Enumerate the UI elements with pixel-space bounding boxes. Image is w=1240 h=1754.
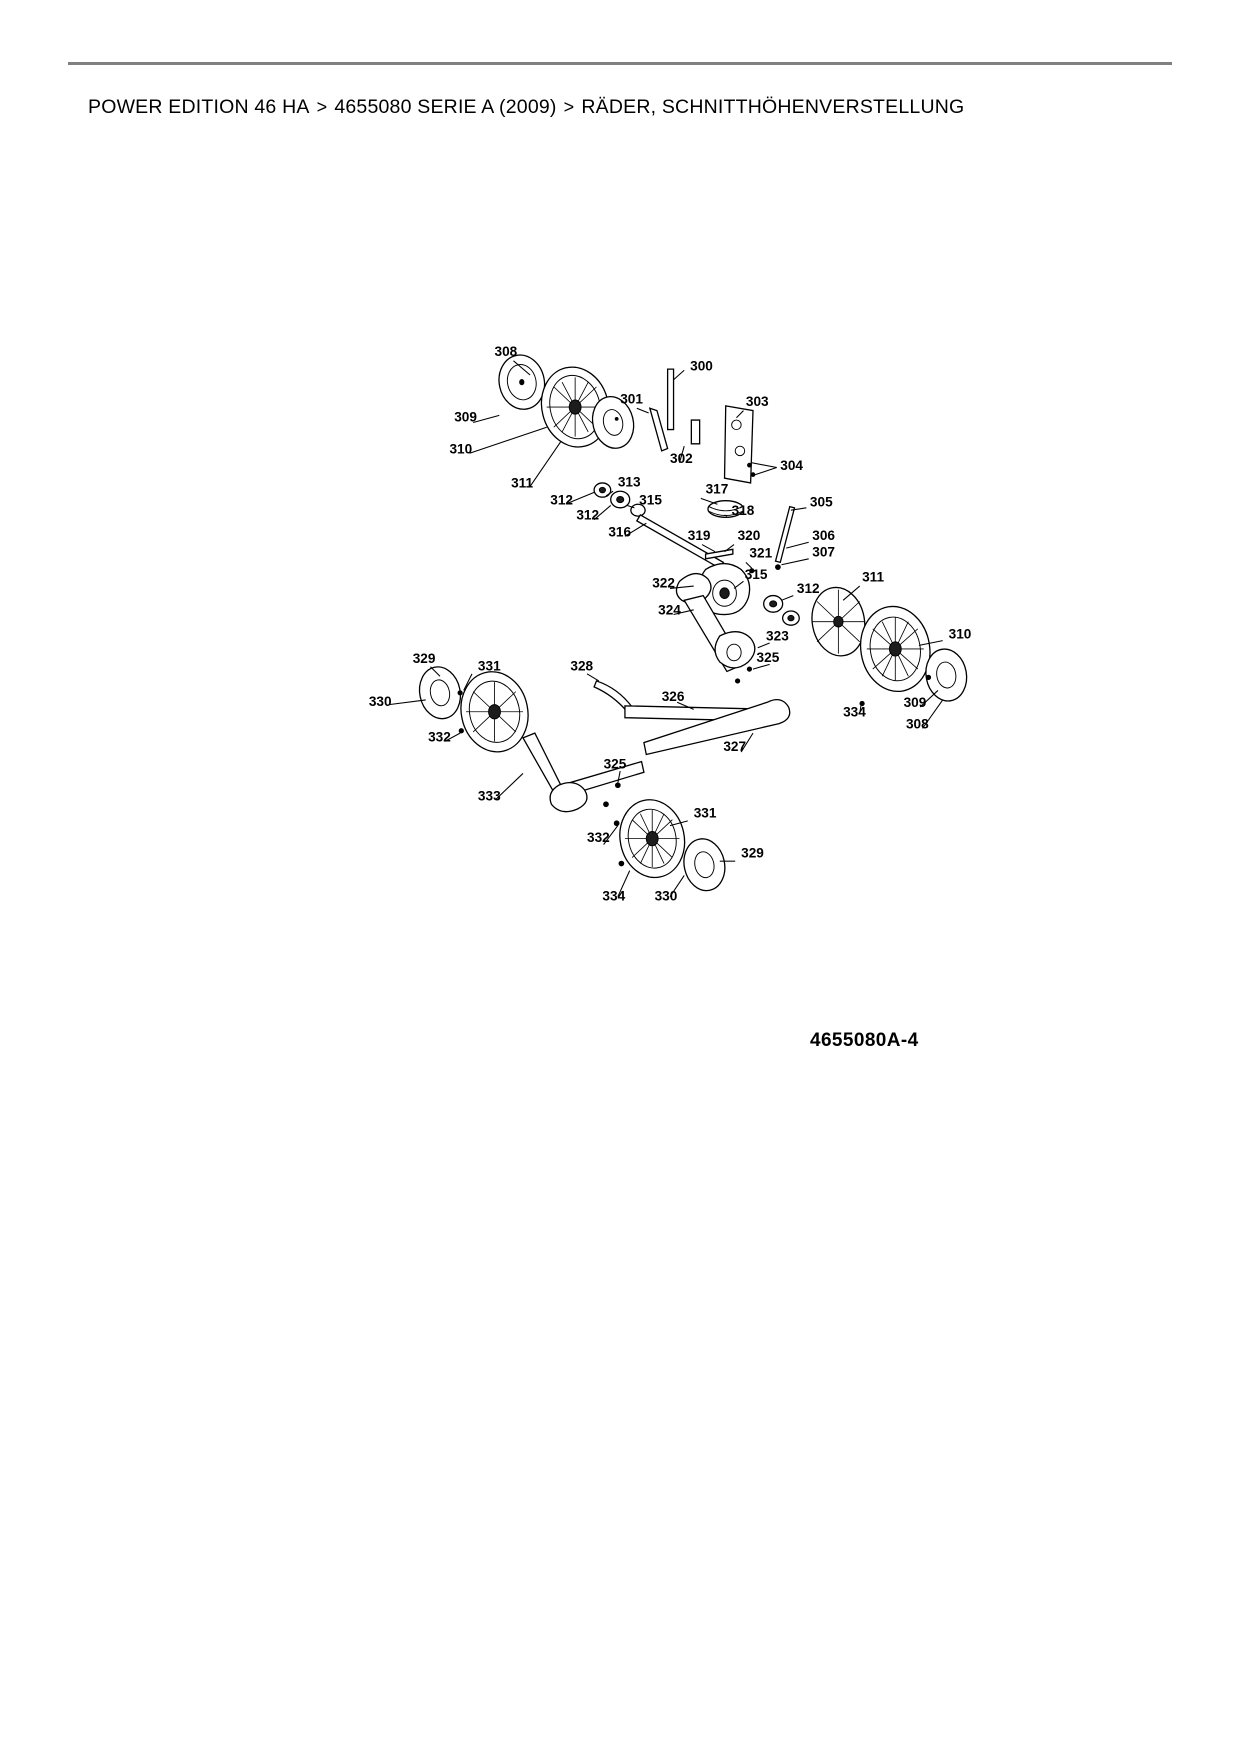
breadcrumb-model: POWER EDITION 46 HA	[88, 96, 310, 118]
wheel-assembly-right	[807, 583, 971, 706]
callout-315-a: 315	[639, 492, 662, 508]
callout-323: 323	[766, 628, 789, 644]
callout-317: 317	[705, 481, 729, 497]
callout-329-a: 329	[412, 651, 436, 667]
callout-330-a: 330	[368, 693, 392, 709]
callout-332-a: 332	[428, 729, 451, 745]
callout-308-b: 308	[905, 716, 929, 732]
callout-329-b: 329	[741, 845, 764, 861]
callout-326: 326	[661, 689, 685, 705]
callout-319: 319	[687, 527, 711, 543]
callout-316: 316	[608, 524, 632, 540]
breadcrumb	[88, 96, 964, 119]
callout-307: 307	[812, 544, 836, 560]
callout-331-a: 331	[477, 658, 501, 674]
callout-305: 305	[809, 494, 833, 510]
callout-300: 300	[690, 358, 713, 374]
callout-312-b: 312	[576, 507, 600, 523]
callout-327: 327	[723, 738, 747, 754]
callout-311-a: 311	[511, 475, 534, 491]
callout-302: 302	[670, 450, 693, 466]
callout-328: 328	[570, 658, 594, 674]
callout-325-b: 325	[603, 756, 627, 772]
callout-318: 318	[731, 502, 755, 518]
callout-309-a: 309	[454, 409, 477, 425]
callout-308-a: 308	[494, 344, 518, 360]
callout-330-b: 330	[654, 888, 678, 904]
linkage-bars-group	[523, 681, 790, 812]
header-rule	[68, 62, 1172, 65]
callout-333: 333	[477, 788, 501, 804]
callout-301: 301	[620, 391, 643, 407]
callout-312-c: 312	[796, 581, 820, 597]
callout-331-b: 331	[693, 805, 717, 821]
callout-306: 306	[812, 527, 836, 543]
callout-310-a: 310	[449, 441, 473, 457]
callout-303: 303	[745, 393, 769, 409]
breadcrumb-separator-1: >	[316, 97, 328, 117]
breadcrumb-section: RÄDER, SCHNITTHÖHENVERSTELLUNG	[581, 96, 965, 118]
callout-334-b: 334	[602, 888, 626, 904]
breadcrumb-serial: 4655080 SERIE A (2009)	[334, 96, 557, 118]
wheel-assembly-upper-left	[494, 351, 639, 454]
callout-313: 313	[617, 474, 641, 490]
callout-322: 322	[652, 575, 675, 591]
callout-304: 304	[780, 457, 804, 473]
callout-320: 320	[737, 527, 761, 543]
callout-311-b: 311	[862, 569, 885, 585]
callout-315-b: 315	[744, 566, 768, 582]
exploded-parts-diagram	[250, 145, 1090, 975]
callout-334-a: 334	[843, 704, 866, 720]
callout-332-b: 332	[587, 830, 610, 846]
callout-312-a: 312	[550, 492, 573, 508]
callout-324: 324	[658, 602, 681, 618]
diagram-canvas	[250, 145, 1090, 975]
plate-code: 4655080A-4	[810, 1030, 919, 1051]
callout-310-b: 310	[948, 626, 972, 642]
breadcrumb-separator-2: >	[563, 97, 575, 117]
callout-325-a: 325	[756, 649, 780, 665]
callout-321: 321	[749, 545, 773, 561]
callout-309-b: 309	[903, 695, 927, 711]
